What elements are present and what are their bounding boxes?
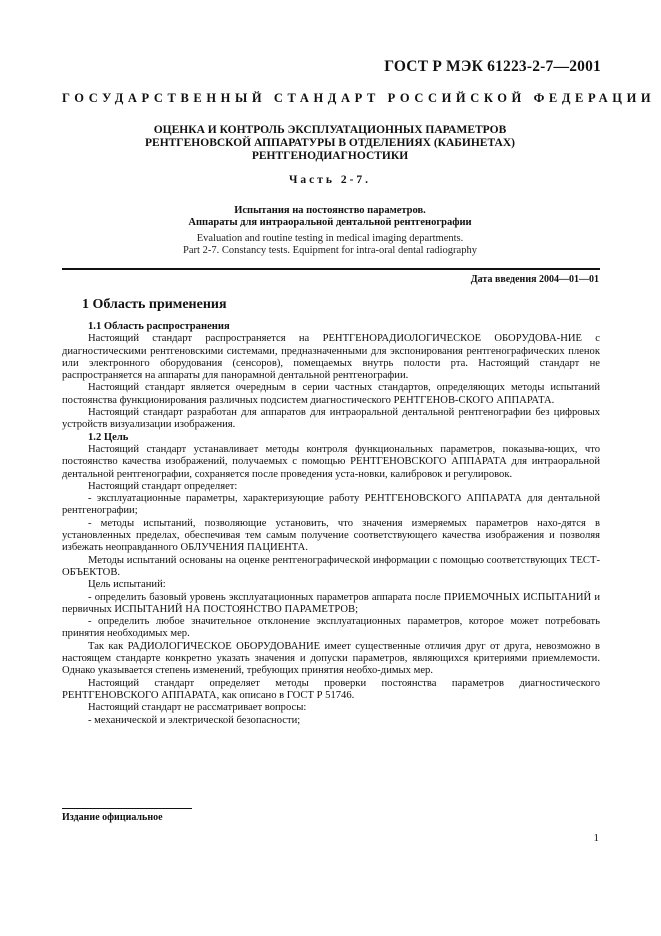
paragraph: - методы испытаний, позволяющие установить, что значения измеряемых параметров нахо-дятся в установленных пределах, обеспечивая тем самым получение соответствующего качества изображения и позволяя избежать неоправданного ОБЛУЧЕНИЯ ПАЦИЕНТА.	[62, 517, 600, 554]
english-title	[60, 233, 600, 257]
edition-label: Издание официальное	[62, 812, 163, 823]
paragraph: - определить любое значительное отклонение эксплуатационных параметров, которое может потребовать принятия необходимых мер.	[62, 616, 600, 640]
paragraph: - механической и электрической безопасности;	[88, 714, 301, 726]
paragraph: Настоящий стандарт является очередным в серии частных стандартов, определяющих методы испытаний постоянства функционирования различных подсистем диагностического РЕНТГЕНОВ-СКОГО АППАРАТА.	[62, 382, 600, 406]
page-number: 1	[593, 832, 599, 844]
paragraph: Цель испытаний:	[88, 579, 166, 591]
document-code: ГОСТ Р МЭК 61223-2-7—2001	[384, 58, 601, 75]
subtitle	[60, 205, 600, 229]
header-divider	[62, 268, 600, 270]
paragraph: Настоящий стандарт определяет методы проверки постоянства параметров диагностического РЕНТГЕНОВСКОГО АППАРАТА, как описано в ГОСТ Р 51746.	[62, 677, 600, 701]
paragraph: - эксплуатационные параметры, характеризующие работу РЕНТГЕНОВСКОГО АППАРАТА для дентальной рентгенографии;	[62, 493, 600, 517]
part-label: Часть 2-7.	[288, 174, 372, 186]
body-text	[62, 321, 600, 727]
state-standard-title: ГОСУДАРСТВЕННЫЙ СТАНДАРТ РОССИЙСКОЙ ФЕДЕРАЦИИ	[62, 91, 656, 105]
paragraph: Настоящий стандарт определяет:	[88, 480, 238, 492]
main-title-line: ОЦЕНКА И КОНТРОЛЬ ЭКСПЛУАТАЦИОННЫХ ПАРАМЕТРОВ	[153, 124, 507, 136]
paragraph: Настоящий стандарт распространяется на РЕНТГЕНОРАДИОЛОГИЧЕСКОЕ ОБОРУДОВА-НИЕ с диагностическими рентгеновскими системами, предназначенными для экспонирования рентгенографических пленок или электронного оборудования (сенсоров), помещаемых внутрь полости рта. Настоящий стандарт не распространяется на аппараты для панорамной дентальной рентгенографии.	[62, 333, 600, 382]
subsection-heading: 1.1 Область распространения	[88, 321, 230, 332]
section-heading: 1 Область применения	[82, 297, 227, 312]
introduction-date: Дата введения 2004—01—01	[470, 274, 599, 285]
subtitle-line: Аппараты для интраоральной дентальной рентгенографии	[188, 217, 472, 228]
subsection-heading: 1.2 Цель	[88, 431, 129, 443]
main-title-line: РЕНТГЕНОВСКОЙ АППАРАТУРЫ В ОТДЕЛЕНИЯХ (КАБИНЕТАХ)	[145, 137, 515, 149]
english-title-line: Evaluation and routine testing in medical imaging departments.	[196, 233, 464, 244]
subtitle-line: Испытания на постоянство параметров.	[234, 205, 426, 216]
english-title-line: Part 2-7. Constancy tests. Equipment for intra-oral dental radiography	[183, 245, 477, 256]
footer-divider	[62, 808, 192, 809]
paragraph	[62, 432, 600, 444]
paragraph: Настоящий стандарт устанавливает методы контроля функциональных параметров, показыва-ющих, что постоянство качества изображений, получаемых с помощью РЕНТГЕНОВСКОГО АППАРАТА для интраоральной дентальной рентгенографии, сохраняется после проведения уста-новки, калибровок и регулировок.	[62, 443, 600, 480]
main-title	[60, 124, 600, 163]
main-title-line: РЕНТГЕНОДИАГНОСТИКИ	[251, 150, 409, 162]
paragraph: Настоящий стандарт не рассматривает вопросы:	[88, 702, 307, 714]
paragraph: Настоящий стандарт разработан для аппаратов для интраоральной дентальной рентгенографии без цифровых устройств визуализации изображения.	[62, 407, 600, 431]
paragraph: - определить базовый уровень эксплуатационных параметров аппарата после ПРИЕМОЧНЫХ ИСПЫТАНИЙ и первичных ИСПЫТАНИЙ НА ПОСТОЯНСТВО ПАРАМЕТРОВ;	[62, 591, 600, 615]
paragraph: Методы испытаний основаны на оценке рентгенографической информации с помощью соответствующих ТЕСТ-ОБЪЕКТОВ.	[62, 554, 600, 578]
paragraph	[62, 321, 600, 333]
paragraph: Так как РАДИОЛОГИЧЕСКОЕ ОБОРУДОВАНИЕ имеет существенные отличия друг от друга, невозможно в настоящем стандарте конкретно указать значения и допуски параметров, являющихся критериями приемлемости. Однако указывается степень изменений, требующих принятия необхо-димых мер.	[62, 640, 600, 677]
